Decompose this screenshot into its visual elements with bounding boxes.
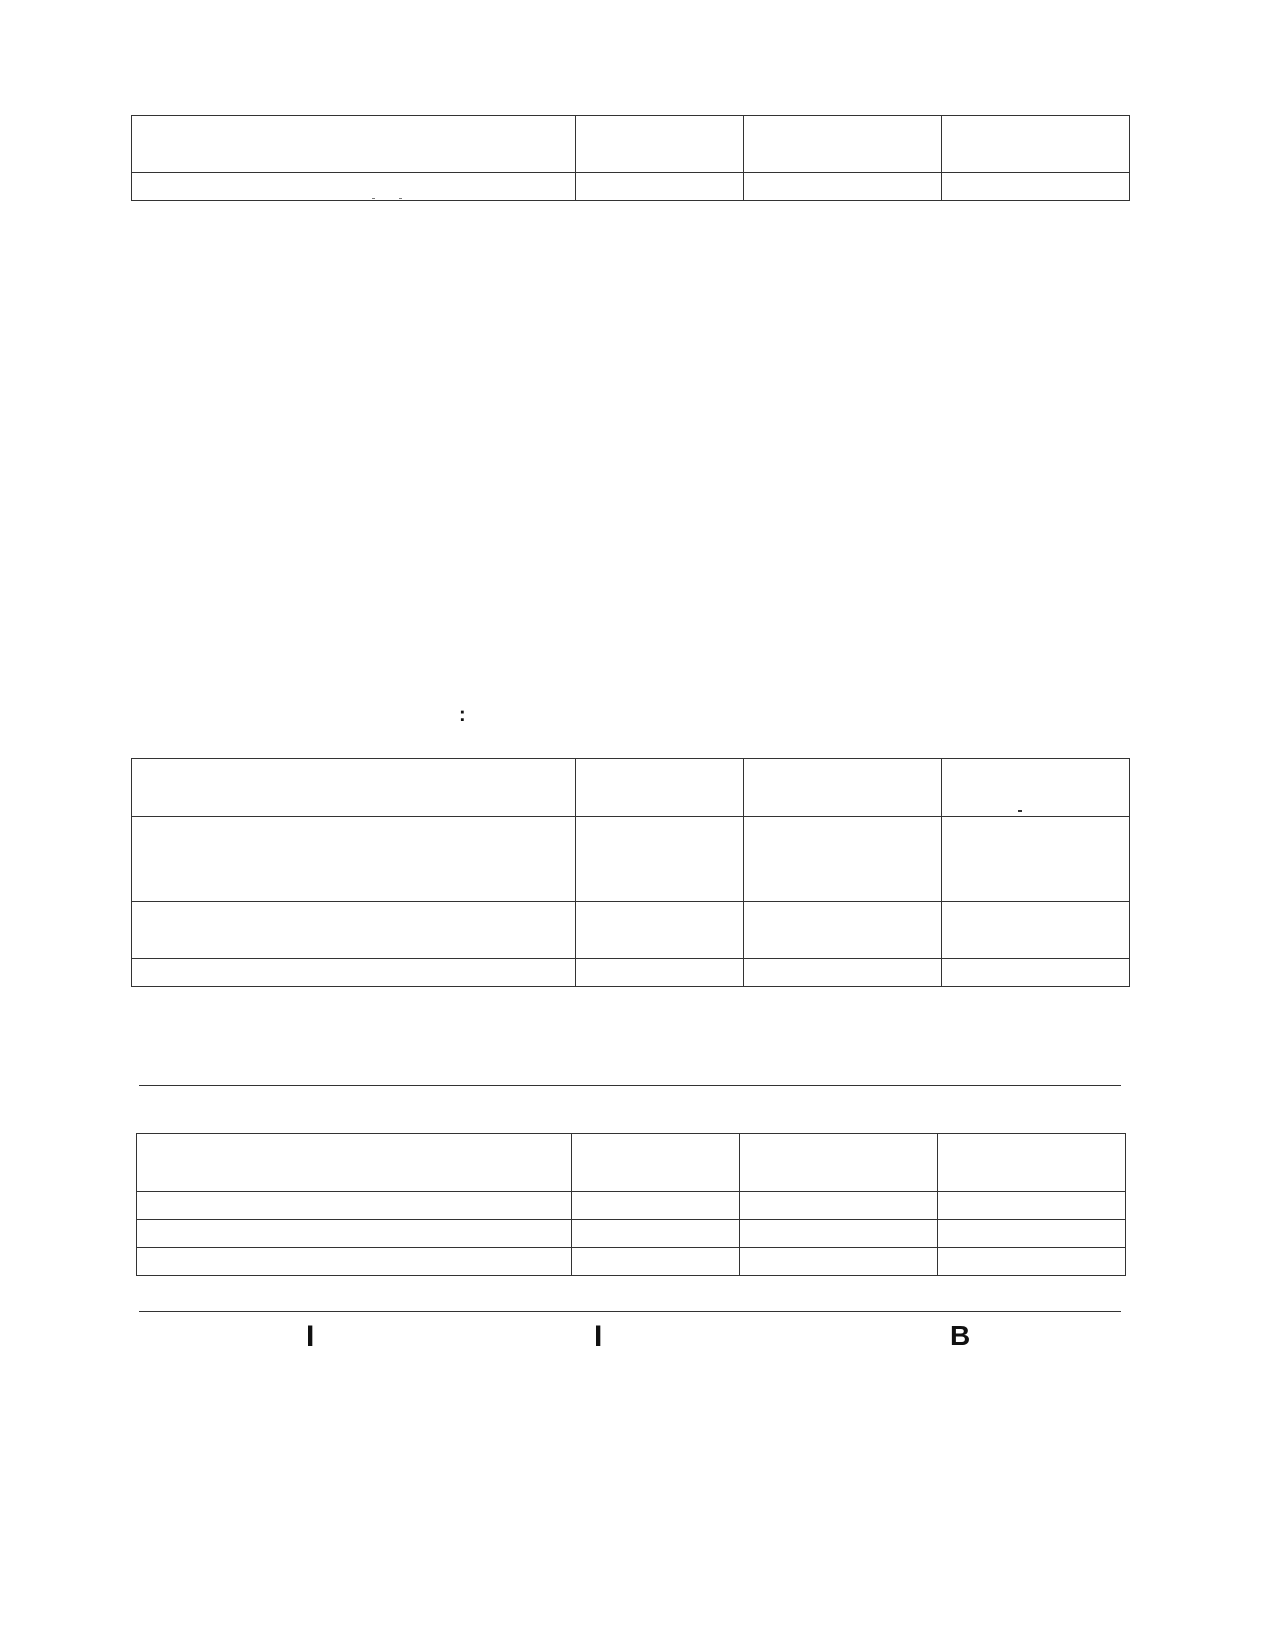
table-cell bbox=[576, 817, 744, 902]
section-divider bbox=[139, 1085, 1121, 1086]
table-cell bbox=[137, 1248, 572, 1276]
table-cell bbox=[744, 959, 942, 987]
colon-mark: : bbox=[459, 704, 466, 726]
table-row bbox=[132, 902, 1130, 959]
scan-speck bbox=[1018, 810, 1022, 812]
table-cell bbox=[740, 1248, 938, 1276]
table-2 bbox=[131, 758, 1130, 987]
table-row bbox=[137, 1192, 1126, 1220]
scan-speck bbox=[372, 198, 375, 199]
table-cell bbox=[942, 759, 1130, 817]
table-cell bbox=[137, 1192, 572, 1220]
table-1 bbox=[131, 115, 1130, 201]
table-cell bbox=[132, 116, 576, 173]
table-cell bbox=[132, 959, 576, 987]
footer-mark: I bbox=[594, 1320, 603, 1353]
table-cell bbox=[576, 173, 744, 201]
table-cell bbox=[938, 1192, 1126, 1220]
table-cell bbox=[744, 173, 942, 201]
table-cell bbox=[576, 902, 744, 959]
table-cell bbox=[576, 959, 744, 987]
table-cell bbox=[137, 1134, 572, 1192]
table-cell bbox=[132, 817, 576, 902]
table-cell bbox=[132, 902, 576, 959]
table-cell bbox=[744, 759, 942, 817]
table-cell bbox=[740, 1134, 938, 1192]
table-row bbox=[137, 1248, 1126, 1276]
scan-speck bbox=[399, 198, 402, 199]
table-1-header-row bbox=[132, 116, 1130, 173]
table-cell bbox=[576, 116, 744, 173]
table-cell bbox=[572, 1134, 740, 1192]
table-row bbox=[132, 817, 1130, 902]
footer-mark: B bbox=[950, 1320, 971, 1351]
footer-divider bbox=[139, 1311, 1121, 1312]
table-cell bbox=[572, 1192, 740, 1220]
table-row bbox=[132, 959, 1130, 987]
table-cell bbox=[938, 1220, 1126, 1248]
table-cell bbox=[942, 173, 1130, 201]
table-cell bbox=[942, 116, 1130, 173]
table-cell bbox=[942, 959, 1130, 987]
footer-mark: I bbox=[306, 1320, 315, 1353]
table-cell bbox=[572, 1220, 740, 1248]
table-cell bbox=[137, 1220, 572, 1248]
table-cell bbox=[744, 116, 942, 173]
table-cell bbox=[132, 173, 576, 201]
table-cell bbox=[132, 759, 576, 817]
table-cell bbox=[740, 1192, 938, 1220]
table-row bbox=[132, 173, 1130, 201]
table-cell bbox=[938, 1248, 1126, 1276]
table-cell bbox=[744, 817, 942, 902]
table-cell bbox=[576, 759, 744, 817]
table-cell bbox=[938, 1134, 1126, 1192]
table-cell bbox=[942, 902, 1130, 959]
table-cell bbox=[740, 1220, 938, 1248]
table-2-header-row bbox=[132, 759, 1130, 817]
table-cell bbox=[572, 1248, 740, 1276]
table-3 bbox=[136, 1133, 1126, 1276]
table-cell bbox=[744, 902, 942, 959]
table-cell bbox=[942, 817, 1130, 902]
table-row bbox=[137, 1220, 1126, 1248]
table-3-header-row bbox=[137, 1134, 1126, 1192]
